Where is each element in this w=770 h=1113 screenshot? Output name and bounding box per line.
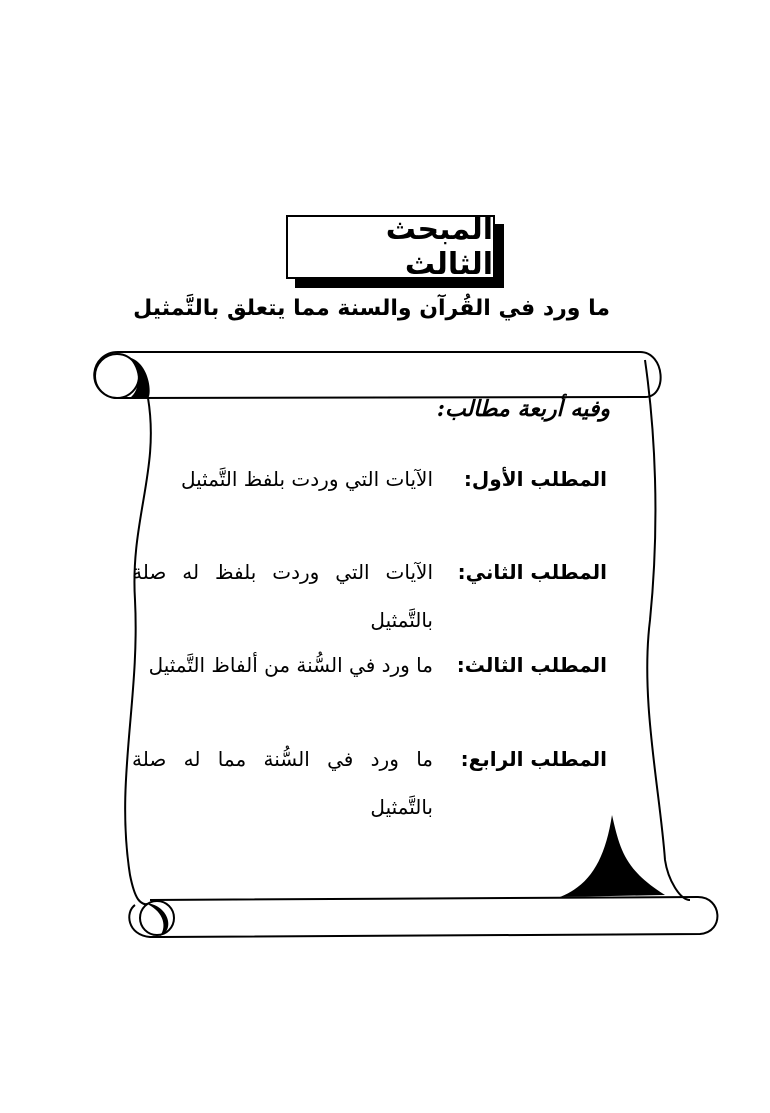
scroll-bottom-roll	[150, 897, 717, 937]
section-item-4	[132, 735, 607, 831]
section-label: المطلب الثالث:	[456, 653, 607, 677]
section-item-2	[132, 548, 607, 644]
section-item-3	[132, 641, 607, 689]
section-text: الآيات التي وردت بلفظ له صلة بالتَّمثيل	[132, 560, 433, 632]
section-text: ما ورد في السُّنة مما له صلة بالتَّمثيل	[132, 747, 433, 819]
section-text: الآيات التي وردت بلفظ التَّمثيل	[180, 467, 433, 491]
chapter-title: المبحث الثالث	[385, 212, 493, 282]
scroll-bottom-curl	[140, 901, 174, 935]
section-text: ما ورد في السُّنة من ألفاظ التَّمثيل	[148, 653, 433, 677]
section-label: المطلب الثاني:	[457, 560, 607, 584]
section-item-1	[132, 455, 607, 503]
section-label: المطلب الرابع:	[460, 747, 607, 771]
scroll-top-roll	[94, 352, 660, 398]
chapter-subtitle: ما ورد في القُرآن والسنة مما يتعلق بالتَّمثيل	[133, 296, 610, 321]
intro-line: وفيه أربعة مطالب:	[436, 396, 610, 422]
scroll-right-edge	[645, 360, 690, 900]
section-label: المطلب الأول:	[463, 467, 607, 491]
